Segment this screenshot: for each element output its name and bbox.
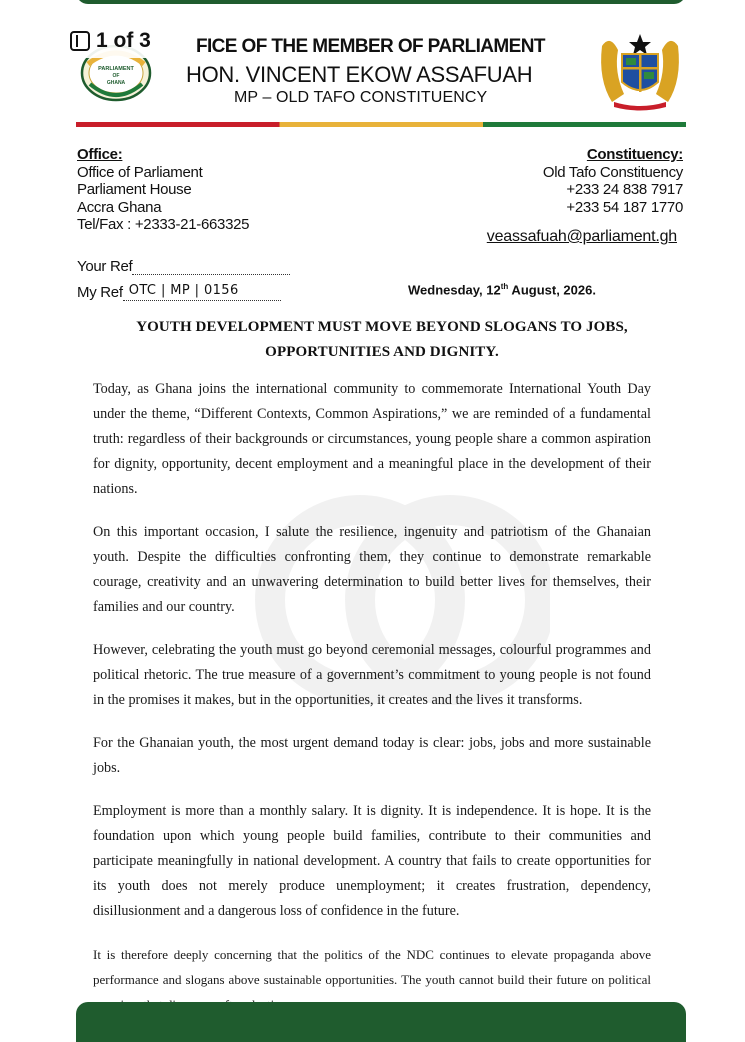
body-paragraph: Employment is more than a monthly salary. It is dignity. It is independence. It is hope. It is the foundation upon which young people build families, contribute to their communities and participate meaningfully in national development. A country that fails to create opportunities for its youth does not merely produce unemployment; it creates frustration, dependency, disillusionment and a dangerous loss of confidence in the future.: [93, 803, 651, 919]
my-ref-line: [123, 283, 281, 301]
date-suffix: th: [500, 282, 509, 291]
coat-of-arms-icon: [596, 32, 684, 112]
body-paragraph: However, celebrating the youth must go beyond ceremonial messages, colourful programmes and political rhetoric. The true measure of a government’s commitment to young people is not found in the promises it makes, but in the opportunities, it creates and the lives it transforms.: [93, 642, 651, 708]
body-paragraph: It is therefore deeply concerning that the politics of the NDC continues to elevate propaganda above performance and slogans above sustainable opportunities. The youth cannot build their future on political: [93, 947, 651, 987]
office-line: Parliament House: [77, 181, 192, 198]
body-paragraph: On this important occasion, I salute the resilience, ingenuity and patriotism of the Ghanaian youth. Despite the difficulties confronting them, they continue to demonstrate remarkable courage, creativity and an unwavering determination to build better lives for themselves, their families and our country.: [93, 524, 651, 615]
my-ref-value: OTC | MP | 0156: [128, 283, 239, 298]
office-telfax: Tel/Fax : +2333-21-663325: [77, 216, 250, 233]
body-paragraph: Today, as Ghana joins the international community to commemorate International Youth Day under the theme, “Different Contexts, Common Aspirations,” we are reminded of a fundamental truth: regardless of their backgrounds or circumstances, young people share a common aspiration for dignity, opportunity, decent employment and a meaningful place in the development of their nations.: [93, 381, 651, 497]
office-label: Office:: [77, 146, 123, 163]
letter-title-line-1: YOUTH DEVELOPMENT MUST MOVE BEYOND SLOGANS TO JOBS,: [136, 319, 628, 335]
date-day: Wednesday, 12: [408, 282, 501, 298]
tricolor-divider: [76, 122, 686, 127]
constituency-heading: MP – OLD TAFO CONSTITUENCY: [234, 89, 488, 106]
constituency-label: Constituency:: [586, 146, 683, 163]
top-green-bar: [76, 0, 686, 4]
office-address: [77, 146, 249, 234]
bottom-green-bar: [76, 1002, 686, 1042]
body-paragraph: For the Ghanaian youth, the most urgent demand today is clear: jobs, jobs and more sustainable jobs.: [93, 735, 651, 776]
letter-title-line-2: OPPORTUNITIES AND DIGNITY.: [265, 344, 499, 360]
constituency-line: Old Tafo Constituency: [542, 163, 683, 181]
logo-text-parliament: PARLIAMENT: [98, 66, 134, 72]
page-counter[interactable]: [62, 24, 180, 58]
your-ref: [77, 258, 290, 275]
mp-name: HON. VINCENT EKOW ASSAFUAH: [186, 62, 533, 87]
letter-date: [408, 282, 596, 297]
page-icon: [70, 31, 90, 51]
constituency-phone: +233 24 838 7917: [566, 181, 683, 198]
constituency-address: [543, 146, 683, 216]
your-ref-line: [132, 260, 290, 275]
my-ref-label: My Ref: [77, 284, 123, 301]
email-link[interactable]: veassafuah@parliament.gh: [486, 228, 677, 245]
your-ref-label: Your Ref: [77, 258, 133, 275]
logo-text-of: OF: [112, 73, 120, 79]
logo-text-ghana: GHANA: [106, 80, 126, 86]
constituency-phone: +233 54 187 1770: [566, 198, 683, 216]
page-counter-label: 1 of 3: [96, 29, 151, 52]
letter-body: [93, 377, 651, 1035]
my-ref: [77, 284, 281, 301]
office-heading: FICE OF THE MEMBER OF PARLIAMENT: [196, 36, 545, 57]
date-rest: August, 2026.: [508, 282, 596, 298]
office-line: Accra Ghana: [77, 198, 162, 216]
office-line: Office of Parliament: [77, 163, 203, 181]
